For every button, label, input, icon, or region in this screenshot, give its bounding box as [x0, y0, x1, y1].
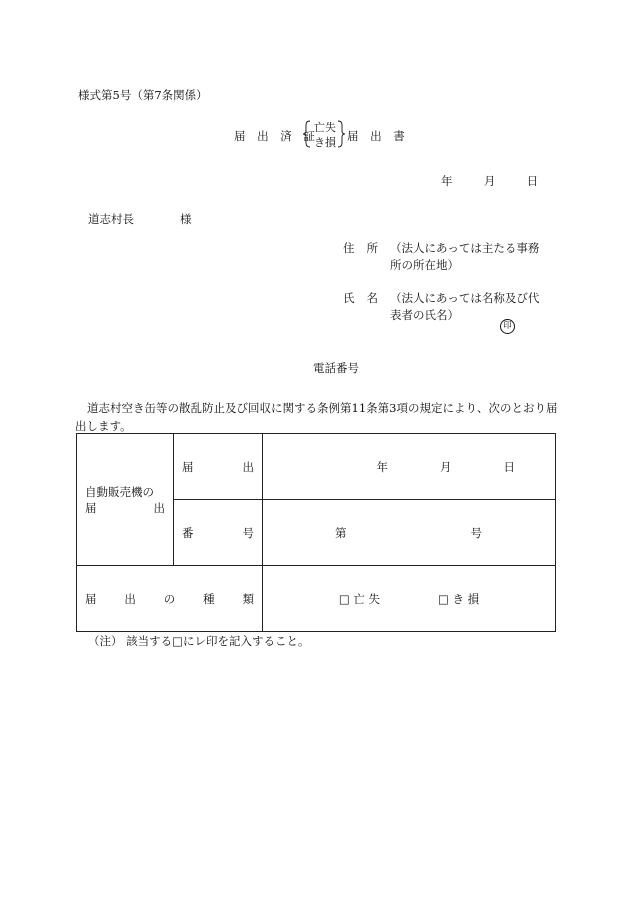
- notification-date-label: 届 出: [174, 434, 263, 500]
- form-title: [0, 117, 630, 153]
- notification-date-value[interactable]: 年 月 日: [263, 434, 556, 500]
- footnote: （注） 該当する□にレ印を記入すること。: [88, 634, 310, 648]
- title-left: 届 出 済 証: [234, 129, 319, 143]
- title-option-lost: 亡失: [314, 121, 336, 134]
- left-brace: [303, 120, 311, 148]
- phone-label: 電話番号: [313, 361, 359, 375]
- addressee-honorific: 様: [180, 212, 192, 226]
- addressee: [88, 211, 192, 227]
- seal-mark: 印: [500, 319, 515, 334]
- addressee-name: 道志村長: [88, 212, 134, 226]
- address-note: （法人にあっては主たる事務所の所在地）: [390, 241, 540, 272]
- notification-number-label: 番 号: [174, 500, 263, 566]
- notification-kind-value: [263, 566, 556, 632]
- right-brace: [337, 120, 345, 148]
- title-right: 届 出 書: [347, 129, 409, 143]
- notification-number-value[interactable]: 第 号: [263, 500, 556, 566]
- date-line: [441, 173, 538, 189]
- date-year: 年: [441, 174, 453, 188]
- notification-table: [76, 433, 556, 632]
- checkbox-damaged[interactable]: □ き 損: [438, 591, 480, 606]
- notification-kind-label: 届 出 の 種 類: [77, 566, 263, 632]
- checkbox-lost[interactable]: □ 亡 失: [338, 591, 380, 606]
- form-number: 様式第5号（第7条関係）: [78, 88, 208, 102]
- address-label: 住 所: [343, 241, 378, 255]
- date-day: 日: [526, 174, 539, 188]
- name-label: 氏 名: [343, 291, 378, 305]
- title-option-damaged: き損: [314, 136, 336, 149]
- vending-machine-notification-label: 自動販売機の 届 出: [77, 434, 174, 566]
- name-note: （法人にあっては名称及び代表者の氏名）: [390, 291, 540, 322]
- body-text: 道志村空き缶等の散乱防止及び回収に関する条例第11条第3項の規定により、次のとおり届出します。: [75, 401, 558, 433]
- date-month: 月: [483, 174, 496, 188]
